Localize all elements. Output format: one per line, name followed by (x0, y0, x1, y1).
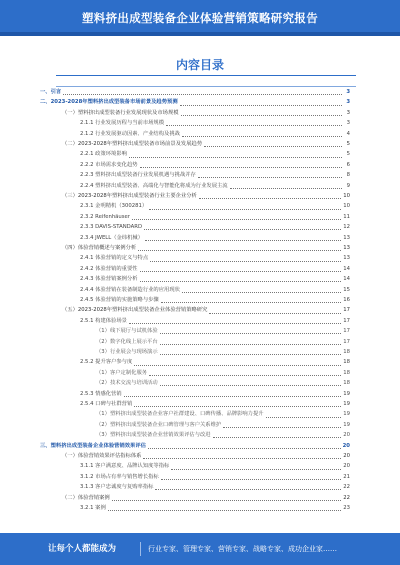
toc-entry-page: 10 (343, 203, 350, 210)
toc-entry[interactable] (80, 286, 350, 295)
toc-entry-page: 17 (343, 338, 350, 345)
toc-entry-text: 2.5.2 提升客户参与度 (80, 359, 133, 366)
toc-entry-text: （2）数字化线上展示平台 (96, 338, 158, 345)
toc-entry-page: 5 (346, 141, 350, 147)
toc-entry[interactable] (96, 327, 350, 336)
toc-entry[interactable] (80, 223, 350, 232)
toc-leader-dots (63, 93, 342, 95)
toc-entry[interactable] (80, 317, 350, 326)
toc-entry-page: 18 (343, 380, 350, 387)
toc-entry[interactable] (62, 244, 350, 253)
toc-leader-dots (145, 239, 341, 241)
toc-entry-page: 18 (343, 359, 350, 366)
toc-entry[interactable] (80, 213, 350, 222)
toc-entry[interactable] (62, 494, 350, 503)
toc-entry[interactable] (80, 504, 350, 513)
toc-leader-dots (138, 249, 341, 251)
report-title: 塑料挤出成型装备企业体验营销策略研究报告 (82, 11, 318, 25)
toc-entry-text: （2）塑料挤出成型装备企业口碑管理与客户关系维护 (96, 421, 222, 428)
toc-entry[interactable] (40, 98, 350, 107)
toc-entry-page: 10 (343, 193, 350, 199)
toc-entry[interactable] (40, 442, 350, 451)
toc-entry-page: 11 (343, 213, 350, 220)
toc-entry[interactable] (80, 150, 350, 159)
toc-entry-page: 21 (343, 473, 350, 480)
toc-entry-text: （一）塑料挤出成型装备行业发展现状及市场规模 (62, 109, 179, 116)
toc-entry[interactable] (80, 400, 350, 409)
toc-leader-dots (124, 395, 342, 397)
toc-entry-page: 17 (343, 317, 350, 324)
toc-entry-text: 3.1.3 客户忠诚度与复购率指标 (80, 484, 154, 491)
toc-entry-text: 2.5.1 构建体验场景 (80, 317, 127, 324)
toc-entry-text: （1）线下展厅与试机体验 (96, 328, 158, 335)
toc-entry-text: 2.3.1 金明精机（300281） (80, 203, 148, 210)
toc-leader-dots (140, 270, 342, 272)
toc-entry-page: 19 (343, 411, 350, 418)
toc-entry[interactable] (96, 410, 350, 419)
toc-leader-dots (266, 416, 342, 418)
toc-entry-page: 20 (342, 442, 350, 449)
toc-entry[interactable] (80, 296, 350, 305)
toc-entry-text: 2.5.3 情感化营销 (80, 390, 122, 397)
toc-leader-dots (112, 499, 342, 501)
toc-entry-text: 2.4.3 体验营销案例分析 (80, 276, 138, 283)
toc-entry[interactable] (80, 473, 350, 482)
toc-entry[interactable] (80, 390, 350, 399)
toc-entry[interactable] (80, 462, 350, 471)
toc-entry-text: 2.4.4 体验营销在装备制造行业的应用现状 (80, 286, 180, 293)
toc-entry-text: 2.2.3 塑料挤出成型装备行业发展机遇与挑战并存 (80, 172, 196, 179)
toc-entry-page: 16 (343, 297, 350, 303)
toc-entry-page: 18 (343, 349, 350, 355)
toc-entry[interactable] (62, 192, 350, 201)
toc-entry[interactable] (80, 119, 350, 128)
toc-leader-dots (150, 260, 341, 262)
toc-leader-dots (230, 187, 342, 189)
toc-leader-dots (160, 332, 342, 334)
toc-leader-dots (160, 384, 342, 386)
toc-leader-dots (134, 405, 341, 407)
toc-title: 内容目录 (175, 58, 224, 72)
toc-leader-dots (180, 104, 342, 106)
toc-list-top-rule (56, 86, 356, 87)
toc-leader-dots (140, 166, 342, 168)
toc-entry[interactable] (80, 265, 350, 274)
toc-entry[interactable] (80, 254, 350, 263)
report-footer (0, 533, 400, 565)
toc-entry-text: （2）技术交流与培训活动 (96, 380, 158, 387)
toc-entry[interactable] (96, 431, 350, 440)
toc-entry-text: （三）2023-2028年塑料挤出成型装备行业主要企业分析 (62, 193, 197, 199)
toc-leader-dots (166, 124, 342, 126)
toc-leader-dots (161, 478, 342, 480)
toc-leader-dots (160, 343, 342, 345)
toc-entry[interactable] (40, 88, 350, 97)
toc-entry-text: 2.4.2 体验营销的重要性 (80, 265, 138, 272)
toc-title-underline (56, 75, 356, 76)
toc-leader-dots (148, 447, 341, 449)
toc-leader-dots (134, 364, 341, 366)
toc-entry-text: 三、塑料挤出成型装备企业体验营销效果评估 (40, 442, 146, 449)
toc-entry[interactable] (80, 483, 350, 492)
toc-entry[interactable] (80, 234, 350, 243)
toc-entry-text: 2.4.1 体验营销的定义与特点 (80, 255, 149, 262)
toc-leader-dots (199, 197, 341, 199)
toc-entry-page: 6 (346, 161, 350, 168)
toc-entry[interactable] (80, 171, 350, 180)
toc-leader-dots (182, 135, 342, 137)
toc-entry-text: 2.5.4 口碑与社群营销 (80, 401, 133, 407)
toc-entry-page: 22 (343, 494, 350, 501)
toc-entry-text: （四）体验营销概述与案例分析 (62, 245, 137, 251)
toc-entry-page: 13 (343, 245, 350, 251)
toc-entry-text: （1）客户定制化服务 (96, 369, 148, 376)
toc-entry[interactable] (62, 306, 350, 315)
toc-entry-page: 17 (343, 307, 350, 314)
toc-entry-text: 二、2023-2028年塑料挤出成型装备市场前景及趋势预测 (40, 99, 178, 106)
toc-entry-text: 3.2.1 案例 (80, 505, 106, 511)
toc-entry[interactable] (80, 275, 350, 284)
footer-tagline: 行业专家、管理专家、营销专家、战略专家、成功企业家…… (148, 545, 337, 553)
toc-entry-page: 20 (343, 432, 350, 439)
toc-leader-dots (171, 468, 341, 470)
toc-entry[interactable] (80, 182, 350, 191)
toc-leader-dots (198, 176, 342, 178)
toc-entry[interactable] (96, 369, 350, 378)
toc-entry[interactable] (96, 379, 350, 388)
toc-leader-dots (140, 280, 342, 282)
toc-entry-text: （一）体验营销效果评估指标体系 (62, 453, 142, 459)
toc-entry-page: 20 (343, 463, 350, 470)
toc-entry-page: 4 (346, 130, 350, 137)
toc-leader-dots (204, 145, 342, 147)
toc-entry-page: 14 (343, 276, 350, 283)
toc-entry-text: （五）2023-2028年塑料挤出成型装备企业体验营销策略研究 (62, 307, 208, 314)
toc-entry[interactable] (96, 348, 350, 357)
toc-entry-page: 13 (343, 234, 350, 241)
toc-entry-text: （1）塑料挤出成型装备企业客户社群建设、口碑传播、品牌影响力提升 (96, 411, 264, 418)
toc-entry[interactable] (80, 130, 350, 139)
toc-leader-dots (132, 218, 341, 220)
toc-entry-text: 2.2.4 塑料挤出成型装备、高端化与智能化将成为行业发展主流 (80, 182, 228, 189)
toc-entry-page: 9 (346, 182, 350, 189)
toc-leader-dots (160, 353, 342, 355)
toc-entry-text: 2.2.1 政策环境影响 (80, 151, 127, 158)
toc-entry[interactable] (80, 358, 350, 367)
toc-entry-text: （二）体验营销案例 (62, 494, 110, 501)
toc-entry-text: 2.1.2 行业发展驱动因素、产业结构及挑战 (80, 130, 180, 137)
toc-entry-page: 3 (346, 120, 350, 127)
toc-leader-dots (149, 208, 341, 210)
toc-entry-text: 2.3.4 JWELL（金纬机械） (80, 234, 143, 241)
report-header (0, 0, 400, 36)
toc-leader-dots (155, 488, 341, 490)
toc-entry[interactable] (62, 452, 350, 461)
toc-entry-text: （3）塑料挤出成型装备企业营销效果评估与改进 (96, 432, 211, 439)
toc-leader-dots (161, 301, 342, 303)
footer-separator (140, 542, 141, 556)
toc-entry-page: 17 (343, 328, 350, 335)
toc-entry[interactable] (96, 421, 350, 430)
header-divider (0, 32, 400, 36)
toc-entry-page: 19 (343, 401, 350, 407)
toc-entry[interactable] (80, 202, 350, 211)
toc-leader-dots (223, 426, 341, 428)
toc-leader-dots (182, 291, 341, 293)
toc-entry-page: 15 (343, 286, 350, 293)
toc-entry-page: 19 (343, 421, 350, 428)
toc-entry-page: 18 (343, 369, 350, 376)
toc-entry-page: 12 (343, 224, 350, 231)
toc-leader-dots (181, 114, 342, 116)
toc-entry-page: 23 (343, 505, 350, 511)
toc-leader-dots (108, 509, 341, 511)
toc-entry-page: 22 (343, 484, 350, 491)
toc-leader-dots (149, 374, 341, 376)
toc-entry-text: （二）2023-2028年塑料挤出成型装备市场前景及发展趋势 (62, 141, 203, 147)
toc-entry-text: 2.1.1 行业发展历程与当前市场规模 (80, 120, 165, 127)
toc-entry-text: 3.1.1 客户满意度、品牌认知度等指标 (80, 463, 170, 470)
toc-entry-text: 2.3.2 Reifenhäuser (80, 213, 130, 220)
toc-entry-page: 19 (343, 390, 350, 397)
toc-entry[interactable] (62, 140, 350, 149)
toc-entry-text: 2.2.2 市场需求变化趋势 (80, 161, 138, 168)
toc-entry-text: （3）行业展会与现场演示 (96, 349, 158, 355)
toc-leader-dots (144, 228, 341, 230)
toc-entry-page: 20 (343, 453, 350, 459)
toc-leader-dots (143, 457, 341, 459)
toc-entry[interactable] (62, 109, 350, 118)
toc-entry-page: 13 (343, 255, 350, 262)
toc-entry-text: 3.1.2 市场占有率与销售增长指标 (80, 473, 159, 480)
toc-entry-page: 3 (346, 99, 350, 106)
toc-entry-page: 5 (346, 151, 350, 158)
footer-slogan: 让每个人都能成为 (48, 544, 117, 554)
toc-entry-text: 一、引言 (40, 89, 62, 95)
toc-leader-dots (129, 156, 342, 158)
toc-entry[interactable] (80, 161, 350, 170)
toc-entry-page: 14 (343, 265, 350, 272)
toc-entry-page: 3 (346, 89, 350, 95)
toc-entry[interactable] (96, 338, 350, 347)
toc-leader-dots (213, 436, 342, 438)
toc-leader-dots (129, 322, 341, 324)
toc-entry-page: 3 (346, 109, 350, 116)
toc-entry-page: 8 (346, 172, 350, 179)
toc-leader-dots (209, 312, 341, 314)
toc-entry-text: 2.4.5 体验营销的实施策略与步骤 (80, 297, 159, 303)
toc-entry-text: 2.3.3 DAVIS-STANDARD (80, 224, 143, 231)
